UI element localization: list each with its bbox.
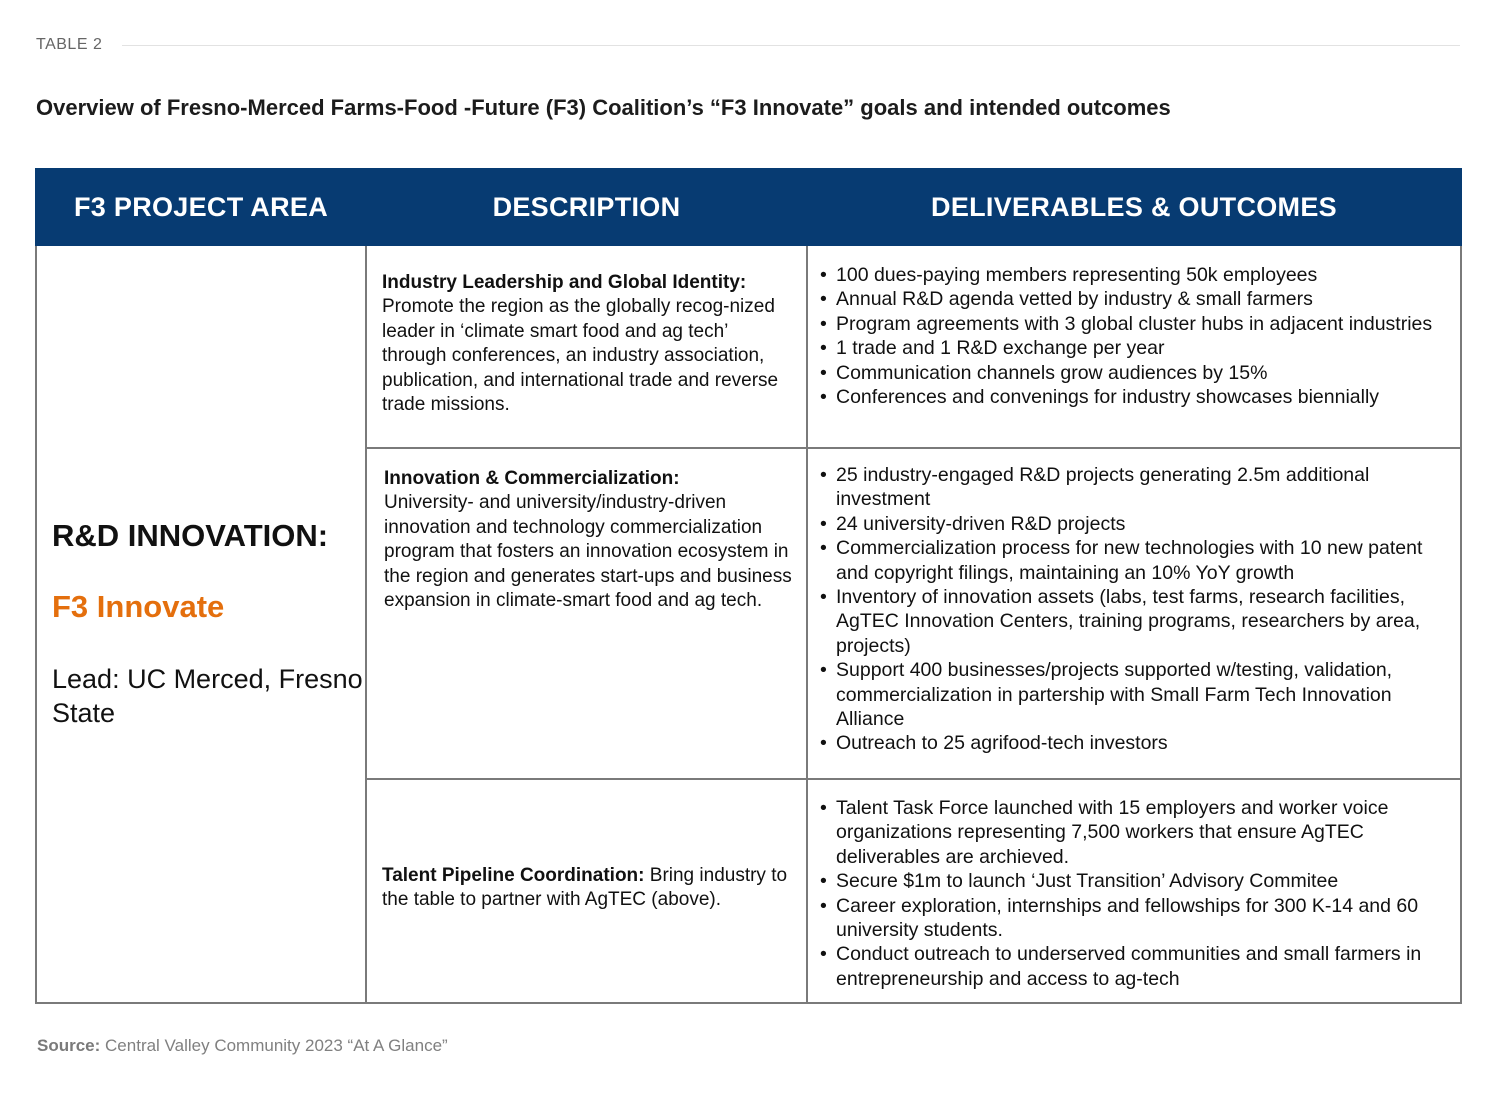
outcome-item: • Conferences and convenings for industry showcases biennially xyxy=(820,385,1448,409)
description-text: University- and university/industry-driven innovation and technology commercialization program that fosters an innovation ecosystem in the region and generates start-ups and business expansion in climate-smart food and ag tech. xyxy=(384,492,792,612)
area-heading: R&D INNOVATION: xyxy=(52,517,329,553)
outcomes-list xyxy=(808,246,1460,409)
outcome-item: • Annual R&D agenda vetted by industry & small farmers xyxy=(820,287,1448,311)
outcome-item: • Outreach to 25 agrifood-tech investors xyxy=(820,731,1448,755)
outcome-item: • 24 university-driven R&D projects xyxy=(820,512,1448,536)
outcome-item: • Conduct outreach to underserved communities and small farmers in entrepreneurship and access to ag-tech xyxy=(820,942,1448,991)
outcome-item: • 25 industry-engaged R&D projects generating 2.5m additional investment xyxy=(820,463,1448,512)
outcome-item: • Career exploration, internships and fellowships for 300 K-14 and 60 university students. xyxy=(820,894,1448,943)
description-cell xyxy=(366,245,807,448)
project-area-cell xyxy=(36,245,366,1003)
table-label: TABLE 2 xyxy=(36,36,103,53)
area-name: F3 Innovate xyxy=(52,589,225,625)
description-cell xyxy=(366,448,807,779)
outcome-item: • 100 dues-paying members representing 50k employees xyxy=(820,263,1448,287)
header-row xyxy=(36,169,1461,245)
description-title: Talent Pipeline Coordination: xyxy=(382,864,645,886)
table-title: Overview of Fresno-Merced Farms-Food -Future (F3) Coalition’s “F3 Innovate” goals and intended outcomes xyxy=(36,95,1171,120)
area-lead: Lead: UC Merced, Fresno State xyxy=(52,663,363,728)
divider xyxy=(122,45,1460,46)
outcome-item: • 1 trade and 1 R&D exchange per year xyxy=(820,336,1448,360)
description-title: Innovation & Commercialization: xyxy=(384,468,680,489)
outcome-item: • Talent Task Force launched with 15 employers and worker voice organizations representing 7,500 workers that ensure AgTEC deliverables are archieved. xyxy=(820,796,1448,869)
table-row xyxy=(36,245,1461,448)
header-project-area: F3 PROJECT AREA xyxy=(36,169,366,245)
description-text: Promote the region as the globally recog-nized leader in ‘climate smart food and ag tech’ through conferences, an industry association, publication, and international trade and reverse trade missions. xyxy=(382,296,779,416)
header-deliverables: DELIVERABLES & OUTCOMES xyxy=(807,169,1461,245)
header-description: DESCRIPTION xyxy=(366,169,807,245)
outcome-item: • Program agreements with 3 global cluster hubs in adjacent industries xyxy=(820,312,1448,336)
description-title: Industry Leadership and Global Identity: xyxy=(382,272,747,293)
outcome-item: • Commercialization process for new technologies with 10 new patent and copyright filings, maintaining an 10% YoY growth xyxy=(820,536,1448,585)
outcomes-list xyxy=(808,449,1460,756)
outcomes-list xyxy=(808,780,1460,991)
outcomes-cell xyxy=(807,245,1461,448)
outcome-item: • Secure $1m to launch ‘Just Transition’ Advisory Commitee xyxy=(820,869,1448,893)
description-cell xyxy=(366,779,807,1003)
source-label: Source: xyxy=(37,1036,101,1055)
outcome-item: • Communication channels grow audiences by 15% xyxy=(820,361,1448,385)
goals-table xyxy=(35,168,1462,1004)
outcome-item: • Inventory of innovation assets (labs, test farms, research facilities, AgTEC Innovation Centers, training programs, researchers by area, projects) xyxy=(820,585,1448,658)
source-note xyxy=(37,1036,448,1056)
outcome-item: • Support 400 businesses/projects supported w/testing, validation, commercialization in partership with Small Farm Tech Innovation Alliance xyxy=(820,658,1448,731)
outcomes-cell xyxy=(807,779,1461,1003)
description-text: Bring industry to the table to partner with AgTEC (above). xyxy=(382,864,788,910)
outcomes-cell xyxy=(807,448,1461,779)
source-text: Central Valley Community 2023 “At A Glance” xyxy=(105,1036,448,1055)
table-label-row xyxy=(36,34,1460,56)
